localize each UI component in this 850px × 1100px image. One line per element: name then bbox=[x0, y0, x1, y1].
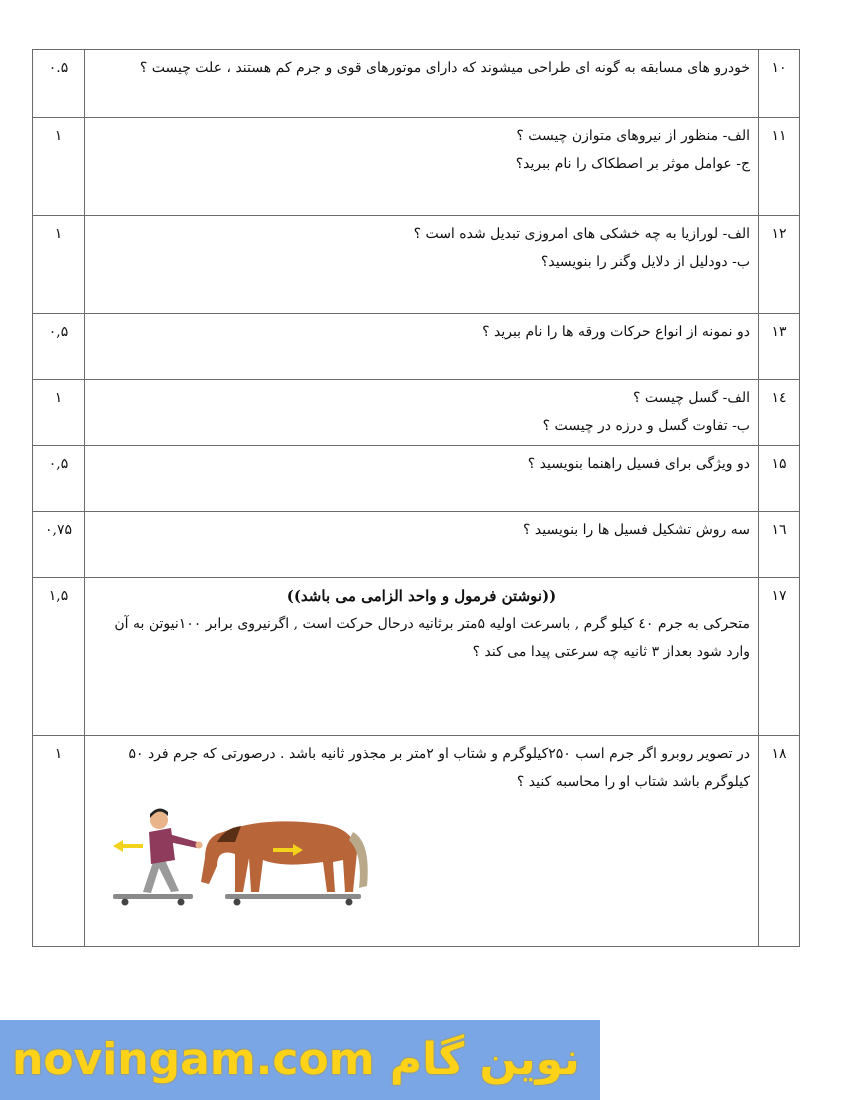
question-line: دو نمونه از انواع حرکات ورقه ها را نام ببرید ؟ bbox=[482, 324, 750, 340]
boy-pushing-horse-icon bbox=[113, 802, 383, 912]
question-line: سه روش تشکیل فسیل ها را بنویسید ؟ bbox=[523, 522, 750, 538]
question-row bbox=[33, 314, 800, 380]
question-text bbox=[85, 380, 759, 446]
question-line: ب- تفاوت گسل و درزه در چیست ؟ bbox=[542, 418, 750, 434]
question-number: ۱۲ bbox=[759, 216, 800, 314]
score: ۰.۵ bbox=[33, 50, 85, 118]
question-row bbox=[33, 380, 800, 446]
question-row bbox=[33, 118, 800, 216]
question-row bbox=[33, 446, 800, 512]
question-text bbox=[85, 736, 759, 947]
question-line: در تصویر روبرو اگر جرم اسب ۲۵۰کیلوگرم و شتاب او ۲متر بر مجذور ثانیه باشد . درصورتی که جرم فرد ۵۰ bbox=[128, 746, 750, 762]
question-text bbox=[85, 216, 759, 314]
question-line: وارد شود بعداز ۳ ثانیه چه سرعتی پیدا می کند ؟ bbox=[472, 644, 750, 660]
question-number: ۱۵ bbox=[759, 446, 800, 512]
score: ۱ bbox=[33, 736, 85, 947]
score: ۰,۷۵ bbox=[33, 512, 85, 578]
question-row bbox=[33, 512, 800, 578]
question-text bbox=[85, 50, 759, 118]
score: ۱ bbox=[33, 118, 85, 216]
question-number: ۱٤ bbox=[759, 380, 800, 446]
question-number: ۱٦ bbox=[759, 512, 800, 578]
question-line: الف- گسل چیست ؟ bbox=[632, 390, 750, 406]
question-line: خودرو های مسابقه به گونه ای طراحی میشوند که دارای موتورهای قوی و جرم کم هستند ، علت چیست ؟ bbox=[139, 60, 750, 76]
question-number: ۱۱ bbox=[759, 118, 800, 216]
watermark-banner bbox=[0, 1020, 600, 1100]
score: ۰,۵ bbox=[33, 446, 85, 512]
question-text bbox=[85, 446, 759, 512]
question-line: کیلوگرم باشد شتاب او را محاسبه کنید ؟ bbox=[516, 774, 750, 790]
score: ۱ bbox=[33, 216, 85, 314]
question-line: متحرکی به جرم ٤۰ کیلو گرم , باسرعت اولیه ۵متر برثانیه درحال حرکت است , اگرنیروی برابر ۱۰۰نیوتن به آن bbox=[114, 616, 750, 632]
question-text bbox=[85, 314, 759, 380]
question-number: ۱۰ bbox=[759, 50, 800, 118]
question-line: الف- منظور از نیروهای متوازن چیست ؟ bbox=[516, 128, 750, 144]
question-line: الف- لورازیا به چه خشکی های امروزی تبدیل شده است ؟ bbox=[413, 226, 750, 242]
question-line: دو ویژگی برای فسیل راهنما بنویسید ؟ bbox=[527, 456, 750, 472]
question-illustration bbox=[93, 796, 750, 946]
exam-table bbox=[32, 49, 800, 947]
question-row bbox=[33, 736, 800, 947]
question-number: ۱۸ bbox=[759, 736, 800, 947]
question-row bbox=[33, 50, 800, 118]
question-text bbox=[85, 512, 759, 578]
score: ۱,۵ bbox=[33, 578, 85, 736]
question-number: ۱۳ bbox=[759, 314, 800, 380]
question-text bbox=[85, 118, 759, 216]
watermark-text: novingam.com نوین گام bbox=[12, 1034, 580, 1085]
question-row bbox=[33, 578, 800, 736]
score: ۰,۵ bbox=[33, 314, 85, 380]
question-heading: ((نوشتن فرمول و واحد الزامی می باشد)) bbox=[286, 587, 557, 605]
question-line: ب- دودلیل از دلایل وگنر را بنویسید؟ bbox=[540, 254, 750, 270]
question-line: ج- عوامل موثر بر اصطکاک را نام ببرید؟ bbox=[515, 156, 750, 172]
question-text bbox=[85, 578, 759, 736]
question-row bbox=[33, 216, 800, 314]
score: ۱ bbox=[33, 380, 85, 446]
question-number: ۱۷ bbox=[759, 578, 800, 736]
